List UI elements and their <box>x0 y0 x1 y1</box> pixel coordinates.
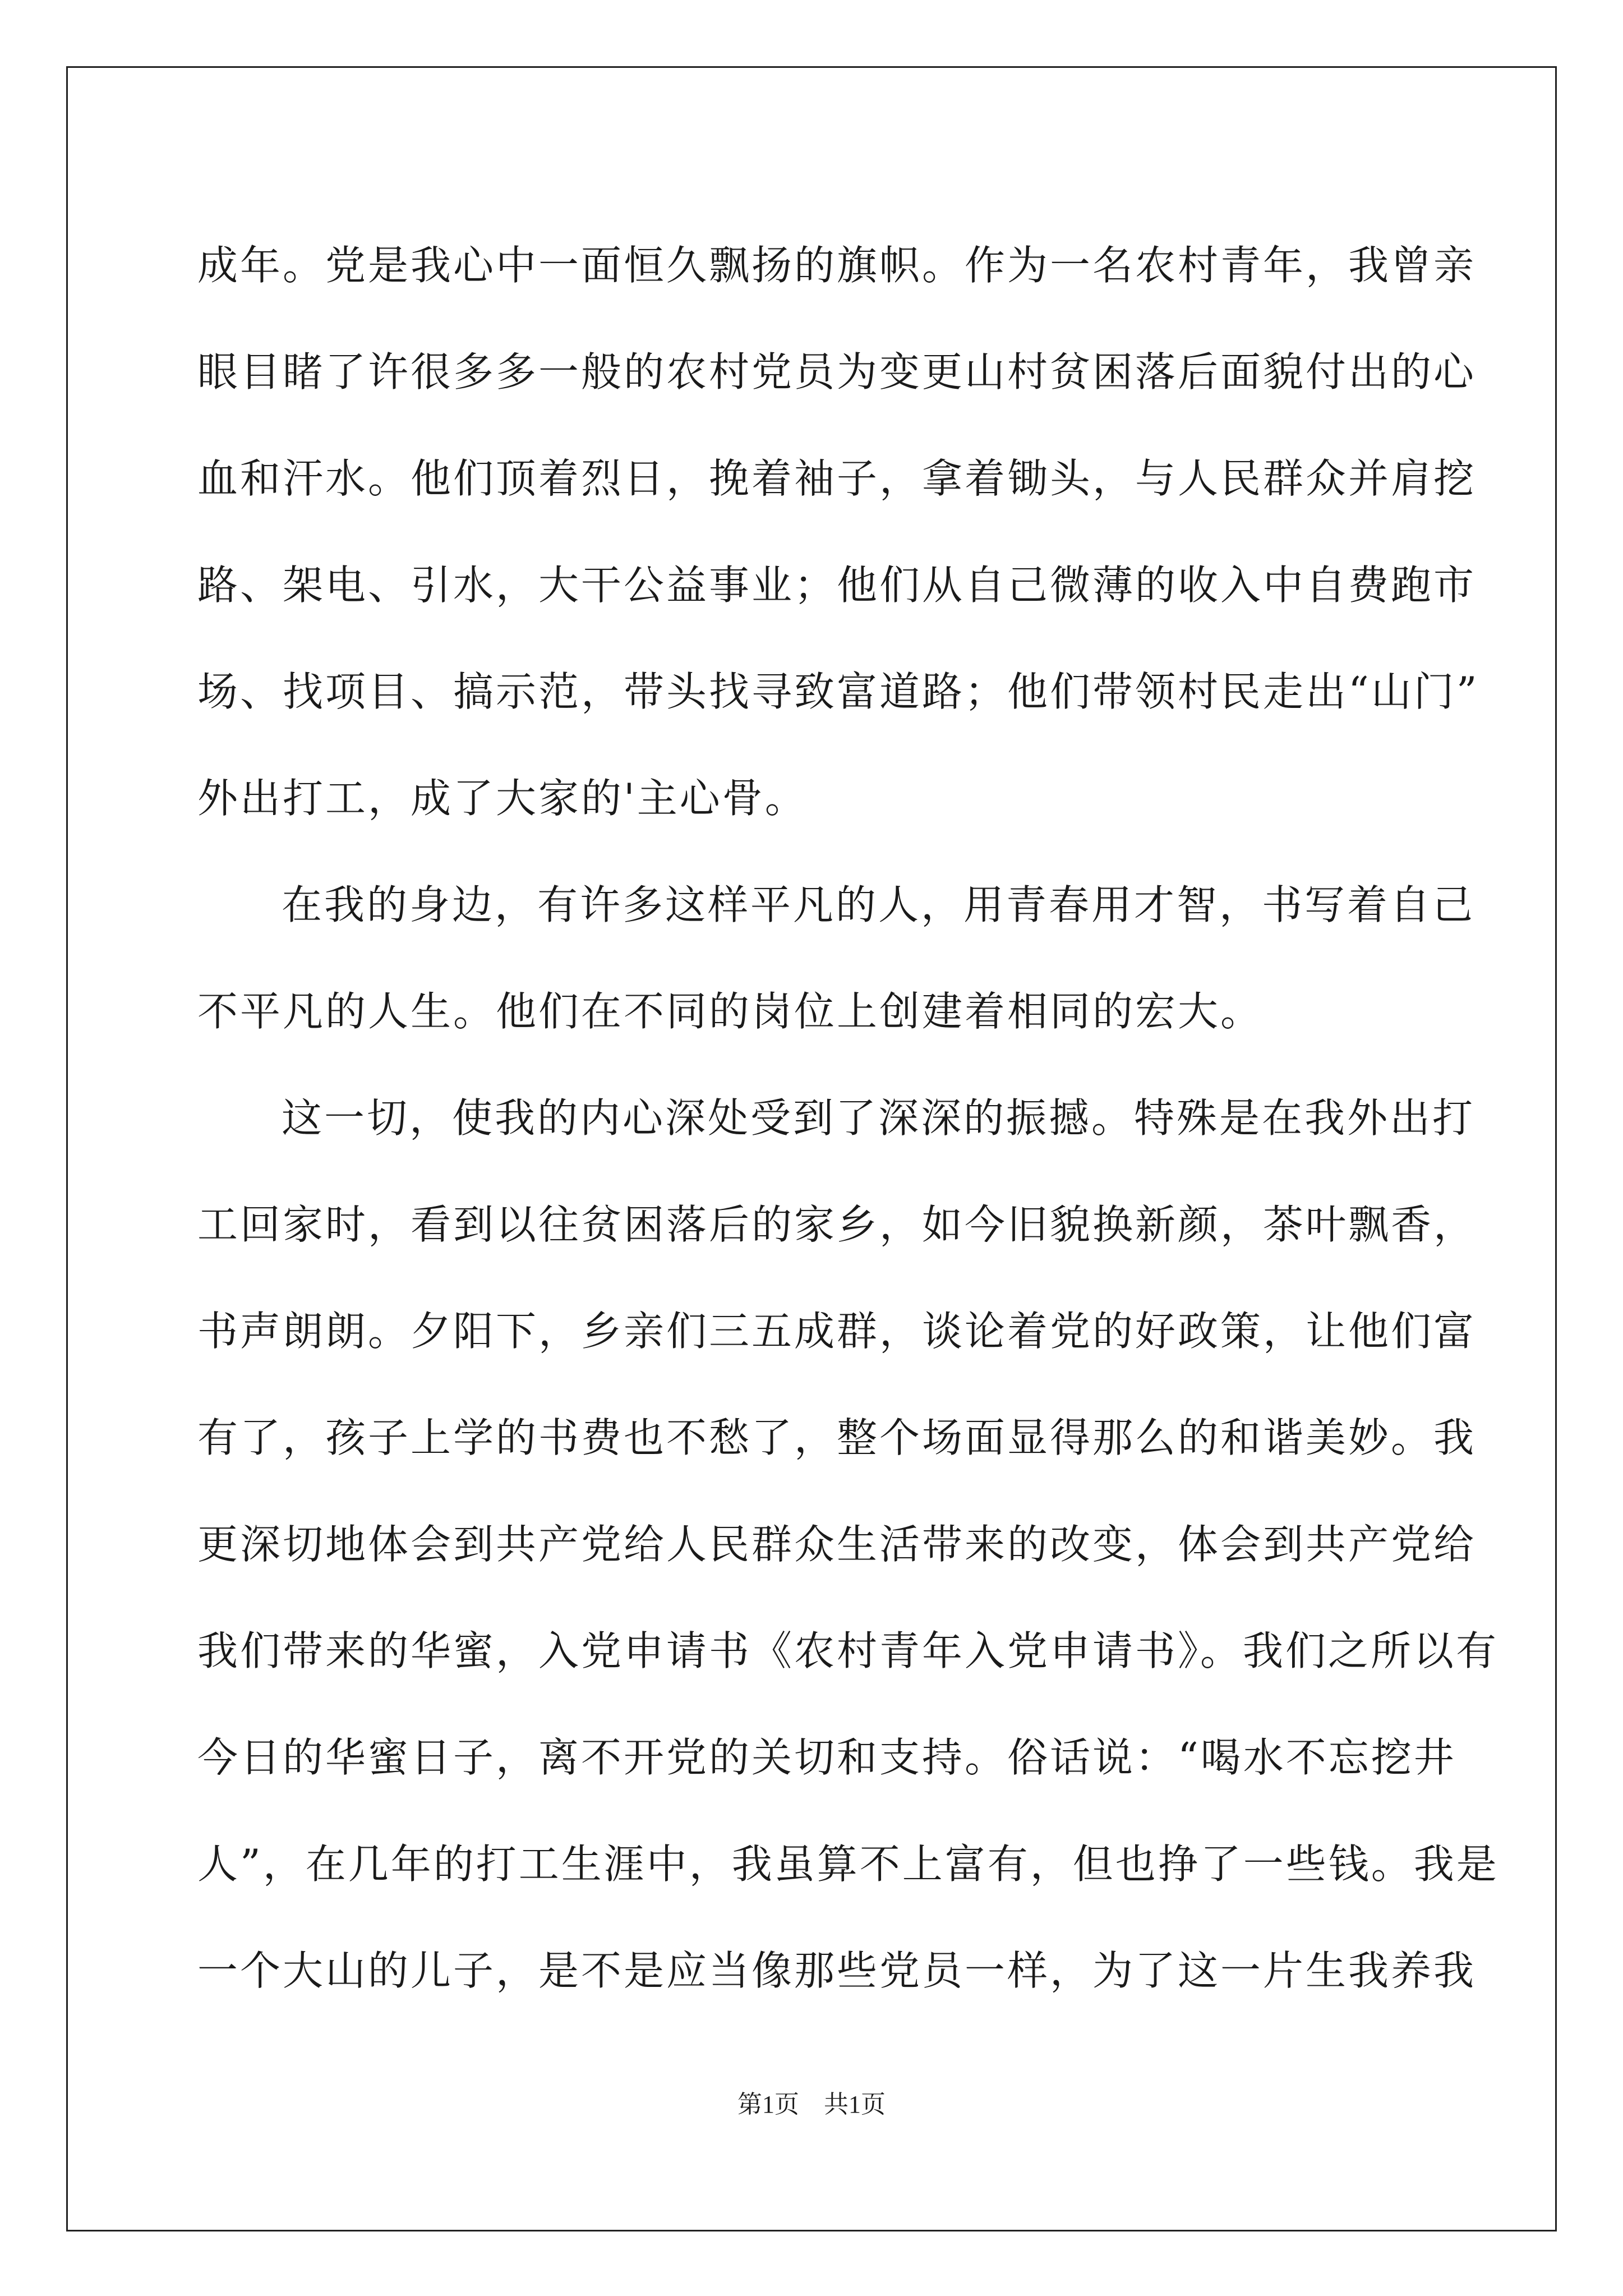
text-line: 更深切地体会到共产党给人民群众生活带来的改变，体会到共产党给 <box>197 1521 1477 1568</box>
text-line: 一个大山的儿子，是不是应当像那些党员一样，为了这一片生我养我 <box>197 1947 1477 1994</box>
text-line: 外出打工，成了大家的'主心骨。 <box>197 775 808 822</box>
page-number-footer: 第1页 共1页 <box>737 2091 886 2118</box>
paragraph-start-line: 这一切，使我的内心深处受到了深深的振撼。特殊是在我外出打 <box>282 1094 1476 1142</box>
text-line: 书声朗朗。夕阳下，乡亲们三五成群，谈论着党的好政策，让他们富 <box>197 1308 1477 1355</box>
text-line: 成年。党是我心中一面恒久飘扬的旗帜。作为一名农村青年，我曾亲 <box>197 242 1477 289</box>
text-line: 今日的华蜜日子，离不开党的关切和支持。俗话说：“喝水不忘挖井 <box>197 1734 1456 1781</box>
text-line: 有了，孩子上学的书费也不愁了，整个场面显得那么的和谐美妙。我 <box>197 1414 1477 1461</box>
text-line: 我们带来的华蜜，入党申请书《农村青年入党申请书》。我们之所以有 <box>197 1627 1499 1674</box>
text-line: 人”，在几年的打工生涯中，我虽算不上富有，但也挣了一些钱。我是 <box>197 1841 1499 1888</box>
text-line: 眼目睹了许很多多一般的农村党员为变更山村贫困落后面貌付出的心 <box>197 348 1477 395</box>
text-line: 路、架电、引水，大干公益事业；他们从自己微薄的收入中自费跑市 <box>197 562 1477 609</box>
text-line: 血和汗水。他们顶着烈日，挽着袖子，拿着锄头，与人民群众并肩挖 <box>197 455 1477 502</box>
text-line: 工回家时，看到以往贫困落后的家乡，如今旧貌换新颜，茶叶飘香， <box>197 1201 1477 1248</box>
text-line: 场、找项目、搞示范，带头找寻致富道路；他们带领村民走出“山门” <box>197 668 1479 715</box>
document-body <box>197 212 1499 2024</box>
paragraph-start-line: 在我的身边，有许多这样平凡的人，用青春用才智，书写着自己 <box>282 881 1476 928</box>
text-line: 不平凡的人生。他们在不同的岗位上创建着相同的宏大。 <box>197 988 1264 1035</box>
